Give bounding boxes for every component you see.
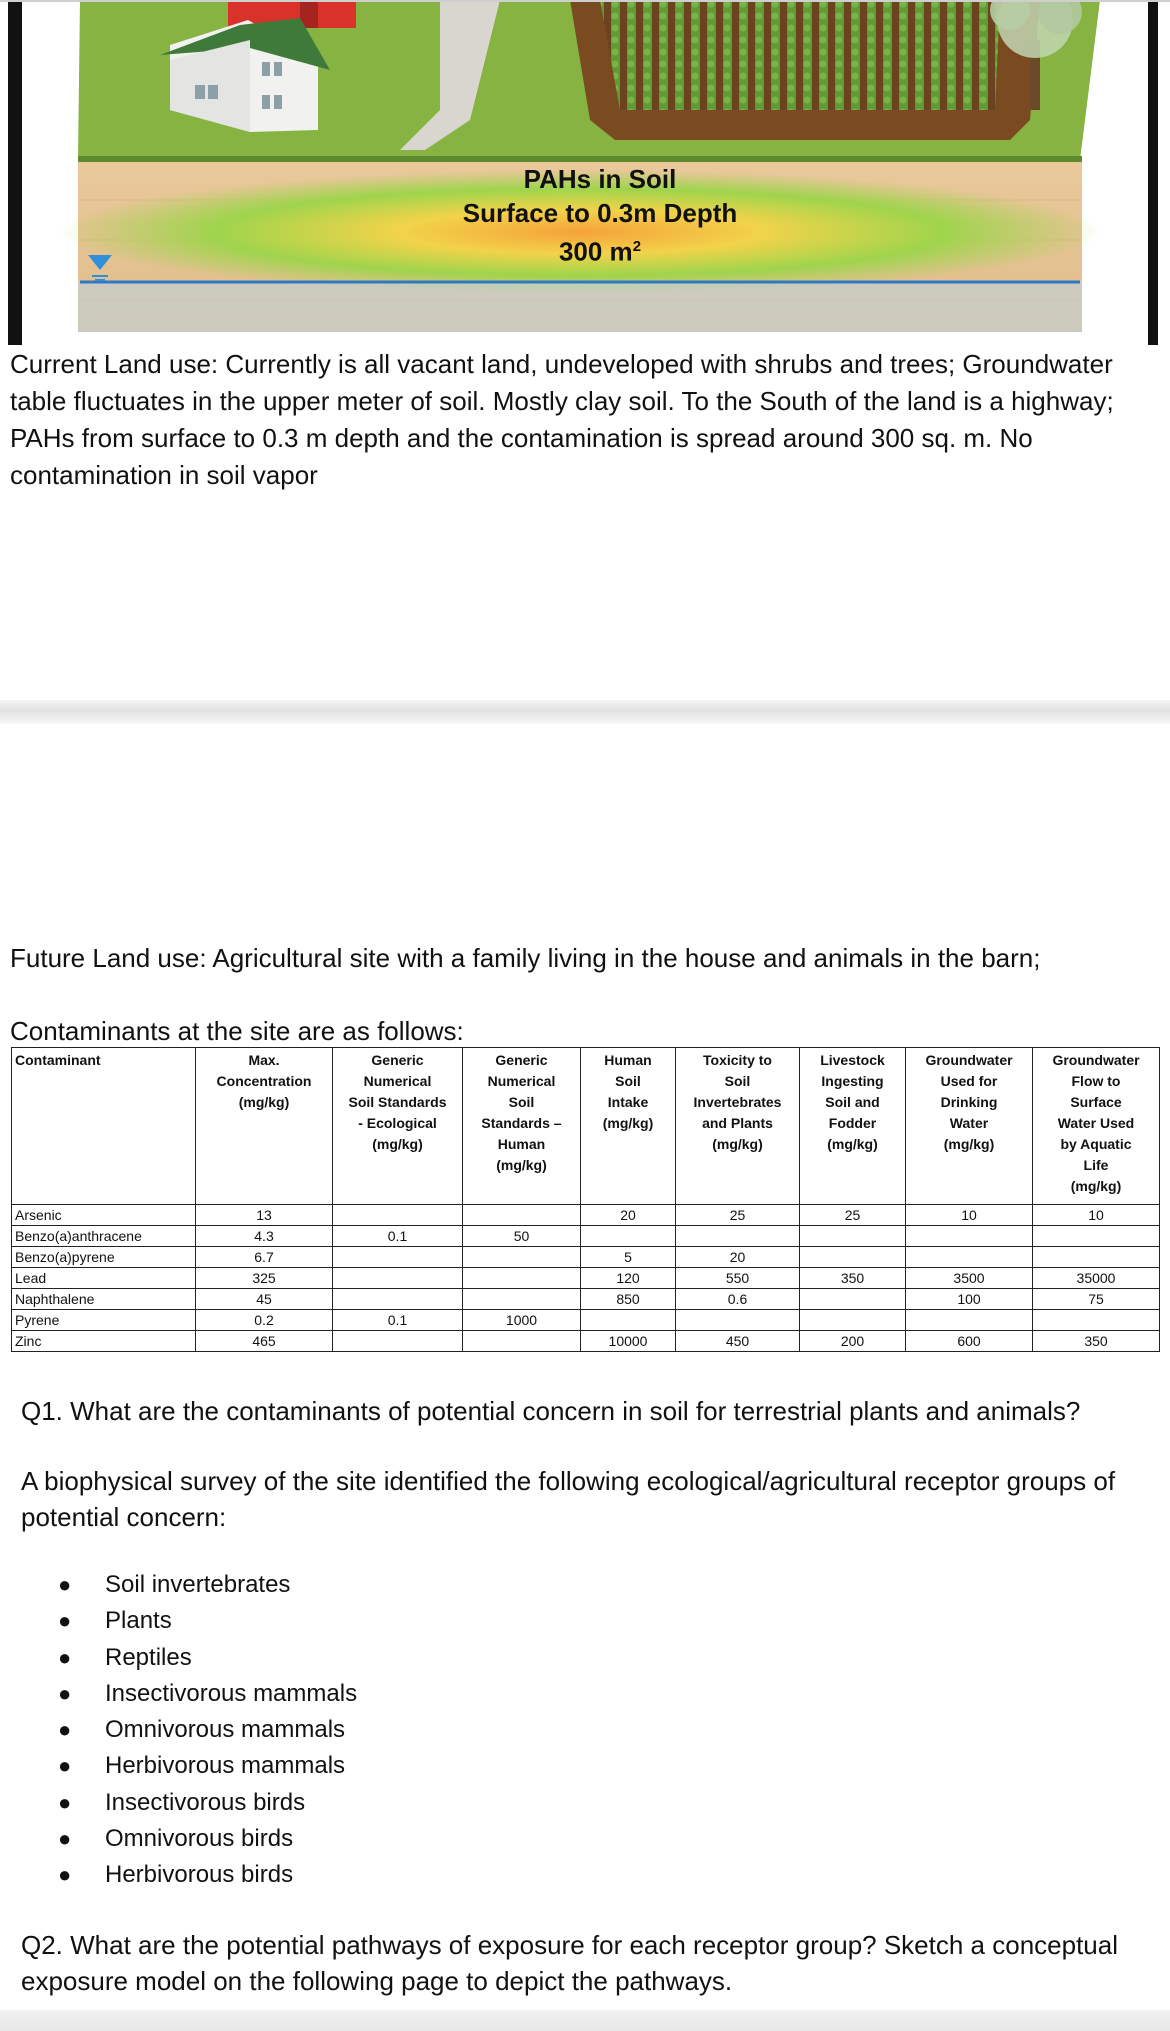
bottom-bar (0, 2010, 1170, 2031)
table-cell: 35000 (1033, 1268, 1160, 1289)
column-header-line: Concentration (216, 1073, 312, 1089)
bullet-icon: ● (58, 1826, 72, 1852)
survey-intro-text: A biophysical survey of the site identified the following ecological/agricultural receptor groups of potential concern: (21, 1466, 1116, 1532)
table-cell (333, 1247, 463, 1268)
column-header-line: Soil (724, 1073, 751, 1089)
table-row (12, 1268, 1160, 1289)
groundwater-zone (78, 282, 1082, 332)
bullet-icon: ● (58, 1572, 72, 1597)
column-header (906, 1048, 1033, 1205)
contaminants-intro: Contaminants at the site are as follows: (10, 1016, 464, 1046)
list-item (58, 1857, 357, 1893)
table-cell (1033, 1310, 1160, 1331)
column-header-line: Flow to (1071, 1073, 1121, 1089)
table-cell: 550 (676, 1268, 800, 1289)
column-header-line: Max. (248, 1052, 280, 1068)
receptor-list (58, 1567, 357, 1894)
table-cell (463, 1289, 581, 1310)
receptor-label: Insectivorous birds (105, 1788, 306, 1816)
column-header-line: Standards – (481, 1115, 562, 1131)
column-header-line: Fodder (828, 1115, 877, 1131)
receptor-label: Omnivorous mammals (105, 1716, 346, 1744)
column-header-line: (mg/kg) (496, 1157, 547, 1173)
table-header-row (12, 1048, 1160, 1205)
receptor-label: Soil invertebrates (105, 1571, 291, 1598)
table-cell: 25 (800, 1205, 906, 1226)
list-item (58, 1603, 357, 1639)
table-row (12, 1331, 1160, 1352)
table-cell: 600 (906, 1331, 1033, 1352)
receptor-label: Reptiles (105, 1643, 192, 1671)
table-cell: 3500 (906, 1268, 1033, 1289)
table-cell: 10 (906, 1205, 1033, 1226)
table-cell: 75 (1033, 1289, 1160, 1310)
column-header (12, 1048, 196, 1205)
column-header (800, 1048, 906, 1205)
column-header-line: Generic (495, 1052, 548, 1068)
table-cell (1033, 1226, 1160, 1247)
site-diagram (0, 0, 1170, 345)
bullet-icon: ● (58, 1789, 72, 1815)
contaminants-table (11, 1047, 1160, 1352)
column-header (676, 1048, 800, 1205)
column-header-line: (mg/kg) (238, 1094, 290, 1110)
table-cell (800, 1289, 906, 1310)
column-header-line: (mg/kg) (372, 1136, 423, 1152)
current-land-use-text: Current Land use: Currently is all vacant land, undeveloped with shrubs and trees; Groundwater table fluctuates in the upper meter of soil. Mostly clay soil. To the South of the land is a highway; PAHs from surface to 0.3 m depth and the contamination is spread around 300 sq. m. No contamination in soil vapor (10, 349, 1114, 490)
column-header-line: Groundwater (1052, 1052, 1140, 1068)
contaminant-name: Pyrene (12, 1310, 196, 1331)
column-header-line: (mg/kg) (943, 1136, 995, 1152)
column-header-line: Used for (940, 1073, 998, 1089)
table-cell: 0.1 (333, 1226, 463, 1247)
table-cell: 20 (581, 1205, 676, 1226)
column-header-line: Soil Standards (348, 1094, 447, 1110)
table-cell: 0.2 (196, 1310, 333, 1331)
table-cell: 6.7 (196, 1247, 333, 1268)
table-cell (463, 1205, 581, 1226)
receptor-label: Herbivorous birds (105, 1861, 294, 1889)
column-header-line: Numerical (363, 1073, 432, 1089)
column-header-line: (mg/kg) (712, 1136, 763, 1152)
list-item (58, 1748, 357, 1784)
table-row (12, 1310, 1160, 1331)
contaminant-name: Arsenic (12, 1205, 196, 1226)
table-cell: 0.6 (676, 1289, 800, 1310)
table-cell (800, 1247, 906, 1268)
table-cell (800, 1310, 906, 1331)
column-header-line: Ingesting (821, 1073, 884, 1089)
receptor-label: Insectivorous mammals (105, 1679, 358, 1707)
table-cell (463, 1268, 581, 1289)
column-header-line: Groundwater (925, 1052, 1013, 1068)
plume-label (420, 162, 780, 269)
bullet-icon: ● (58, 1680, 72, 1706)
column-header-line: and Plants (702, 1115, 773, 1131)
crop-field (570, 0, 1040, 140)
left-frame (8, 0, 22, 345)
column-header (463, 1048, 581, 1205)
table-cell: 20 (676, 1247, 800, 1268)
table-cell (906, 1226, 1033, 1247)
column-header-line: Surface (1070, 1094, 1122, 1110)
column-header-line: (mg/kg) (827, 1136, 878, 1152)
table-cell: 350 (800, 1268, 906, 1289)
column-header-line: Drinking (940, 1094, 998, 1110)
table-cell (581, 1226, 676, 1247)
contaminant-name: Zinc (12, 1331, 196, 1352)
bullet-icon: ● (58, 1753, 72, 1779)
plume-label-title: PAHs in Soil (523, 164, 677, 194)
column-header-line: Livestock (820, 1052, 885, 1068)
table-cell: 100 (906, 1289, 1033, 1310)
receptor-label: Omnivorous birds (105, 1825, 294, 1853)
column-header (333, 1048, 463, 1205)
table-cell (676, 1226, 800, 1247)
table-cell: 10000 (581, 1331, 676, 1352)
table-cell: 1000 (463, 1310, 581, 1331)
column-header-line: Human (497, 1136, 546, 1152)
column-header-line: (mg/kg) (602, 1115, 654, 1131)
plume-label-depth: Surface to 0.3m Depth (462, 198, 738, 228)
receptor-label: Plants (105, 1607, 172, 1635)
table-cell (463, 1247, 581, 1268)
table-row (12, 1226, 1160, 1247)
table-cell (1033, 1247, 1160, 1268)
table-cell: 13 (196, 1205, 333, 1226)
table-body (12, 1205, 1160, 1352)
bullet-icon: ● (58, 1717, 72, 1743)
column-header-line: Contaminant (15, 1052, 101, 1068)
contaminant-name: Lead (12, 1268, 196, 1289)
table-cell (676, 1310, 800, 1331)
column-header-line: - Ecological (358, 1115, 437, 1131)
column-header-line: Invertebrates (693, 1094, 782, 1110)
table-cell: 0.1 (333, 1310, 463, 1331)
column-header-line: Numerical (487, 1073, 556, 1089)
table-cell (906, 1247, 1033, 1268)
list-item (58, 1676, 357, 1712)
table-cell: 25 (676, 1205, 800, 1226)
table-cell: 50 (463, 1226, 581, 1247)
contaminant-name: Naphthalene (12, 1289, 196, 1310)
column-header-line: by Aquatic (1060, 1136, 1132, 1152)
column-header-line: Soil and (825, 1094, 880, 1110)
table-row (12, 1247, 1160, 1268)
column-header-line: Soil (508, 1094, 535, 1110)
table-cell (333, 1205, 463, 1226)
bullet-icon: ● (58, 1608, 72, 1634)
column-header-line: (mg/kg) (1070, 1178, 1122, 1194)
contaminant-name: Benzo(a)pyrene (12, 1247, 196, 1268)
table-cell (333, 1289, 463, 1310)
table-cell: 45 (196, 1289, 333, 1310)
column-header-line: Toxicity to (703, 1052, 772, 1068)
table-cell: 350 (1033, 1331, 1160, 1352)
future-land-use-text: Future Land use: Agricultural site with a family living in the house and animals in the barn; (10, 943, 1041, 973)
column-header-line: Soil (615, 1073, 641, 1089)
list-item (58, 1712, 357, 1748)
table-cell: 450 (676, 1331, 800, 1352)
receptor-label: Herbivorous mammals (105, 1752, 346, 1780)
table-cell (581, 1310, 676, 1331)
table-cell: 465 (196, 1331, 333, 1352)
table-cell (463, 1331, 581, 1352)
table-row (12, 1289, 1160, 1310)
question-1: Q1. What are the contaminants of potential concern in soil for terrestrial plants and animals? (21, 1396, 1081, 1426)
table-cell (333, 1331, 463, 1352)
list-item (58, 1821, 357, 1857)
question-2: Q2. What are the potential pathways of exposure for each receptor group? Sketch a conceptual exposure model on the following page to depict the pathways. (21, 1930, 1118, 1996)
table-cell: 4.3 (196, 1226, 333, 1247)
bullet-icon: ● (58, 1862, 72, 1888)
table-cell (333, 1268, 463, 1289)
plume-label-area: 300 $m^2$ (558, 236, 642, 267)
table-cell: 120 (581, 1268, 676, 1289)
table-cell: 200 (800, 1331, 906, 1352)
bullet-icon: ● (58, 1644, 72, 1670)
column-header-line: Intake (607, 1094, 649, 1110)
table-cell: 5 (581, 1247, 676, 1268)
table-cell: 850 (581, 1289, 676, 1310)
column-header-line: Water (949, 1115, 989, 1131)
table-row (12, 1205, 1160, 1226)
column-header-line: Human (604, 1052, 652, 1068)
list-item (58, 1785, 357, 1821)
list-item (58, 1567, 357, 1603)
column-header (196, 1048, 333, 1205)
page-divider (0, 700, 1170, 724)
table-cell: 325 (196, 1268, 333, 1289)
column-header-line: Life (1083, 1157, 1109, 1173)
column-header (1033, 1048, 1160, 1205)
contaminant-name: Benzo(a)anthracene (12, 1226, 196, 1247)
right-frame (1148, 0, 1158, 345)
table-cell (906, 1310, 1033, 1331)
table-cell (800, 1226, 906, 1247)
list-item (58, 1640, 357, 1676)
column-header (581, 1048, 676, 1205)
column-header-line: Generic (371, 1052, 424, 1068)
table-cell: 10 (1033, 1205, 1160, 1226)
column-header-line: Water Used (1057, 1115, 1135, 1131)
